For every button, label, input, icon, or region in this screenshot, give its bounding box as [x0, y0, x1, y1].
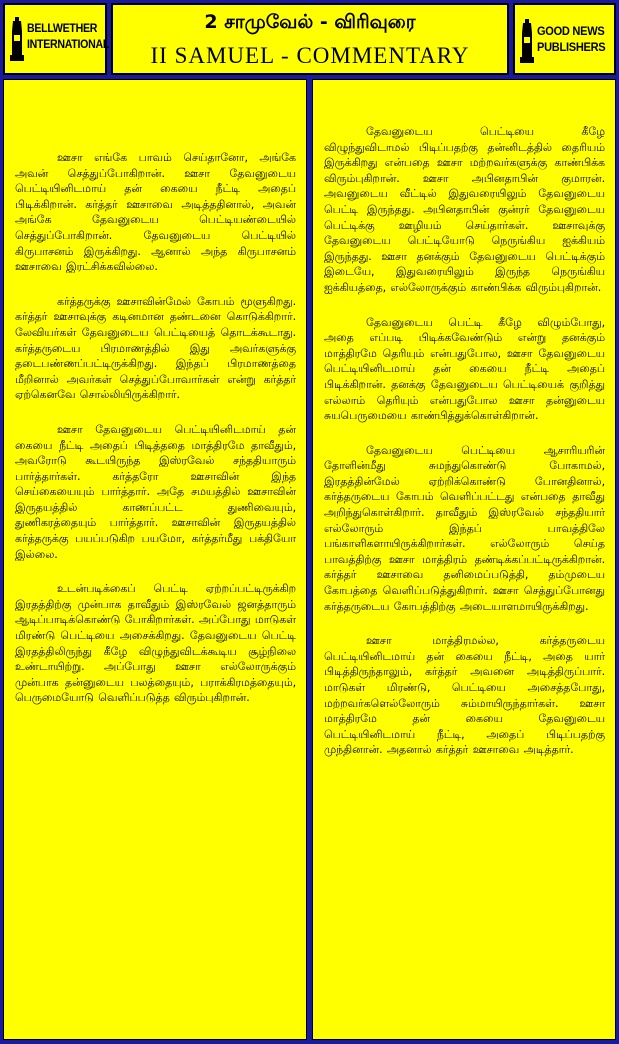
paragraph: தேவனுடைய பெட்டியை கீழே விழுந்துவிடாமல் பிடிப்பதற்கு தன்னிடத்தில் தைரியம் இருக்கிறது என்பதை ஊசா மற்றவர்களுக்கு காண்பிக்க விரும்புகிறான். ஊசா அபினதாபின் குமாரன். அவனுடைய வீட்டில் இதுவரையிலும் தேவனுடைய பெட்டி இருந்தது. அபினதாபின் குன்ரர் தேவனுடைய பெட்டிக்கு ஊழியம் செய்தார்கள். ஊசாவுக்கு தேவனுடைய பெட்டியோடு நெருங்கிய ஐக்கியம் இருந்தது. ஊசா தனக்கும் தேவனுடைய பெட்டிக்கும் இடையே, இதுவரையிலும் இருந்த நெருங்கிய ஐக்கியத்தை, எல்லோருக்கும் காண்பிக்க விரும்புகிறான். — [324, 125, 605, 294]
paragraph: தேவனுடைய பெட்டி கீழே விழும்போது, அதை எப்படி பிடிக்கவேண்டும் என்று தனக்கும் மாத்திரமே தெரியும் என்பதுபோல, ஊசா தேவனுடைய பெட்டியினிடமாய் தன் கையை நீட்டி அதைப் பிடிக்கிறான். தனக்கு தேவனுடைய பெட்டியைக் குறித்து எல்லாம் தெரியும் என்பதுபோல ஊசா தன்னுடைய சுயபெருமையை காண்பித்துக்கொள்கிறான். — [324, 315, 605, 423]
logo-right-text — [537, 23, 605, 55]
paragraph: தேவனுடைய பெட்டியை ஆசாரியரின் தோளின்மீது சுமந்துகொண்டு போகாமல், இரதத்தின்மேல் ஏற்றிக்கொண்டு போனதினால், கர்த்தருடைய கோபம் வெளிப்பட்டது என்பதை தாவீது அறிந்துகொள்கிறார். தாவீதும் இஸ்ரவேல் சந்ததியார் எல்லோரும் இந்தப் பாவத்திலே பங்காளிகளாயிருக்கிறார்கள். எல்லோரும் செய்த பாவத்திற்கு ஊசா மாத்திரம் தண்டிக்கப்பட்டிருக்கிறான். கர்த்தர் ஊசாவை தனிமைப்படுத்தி, தம்முடைய கோபத்தை வெளிப்படுத்துகிறார். ஊசா செத்துப்போனது கர்த்தருடைய கோபத்திற்கு அடையாளமாயிருக்கிறது. — [324, 443, 605, 613]
left-column-text — [15, 150, 296, 725]
paragraph: உடன்படிக்கைப் பெட்டி ஏற்றப்பட்டிருக்கிற இரதத்திற்கு முன்பாக தாவீதும் இஸ்ரவேல் ஜனத்தாரும் ஆடிப்பாடிக்கொண்டு போகிறார்கள். அப்போது மாடுகள் மிரண்டு பெட்டியை அசைக்கிறது. தேவனுடைய பெட்டி இரதத்திலிருந்து கீழே விழுந்துவிடக்கூடிய சூழ்நிலை உண்டாயிற்று. அப்போது ஊசா எல்லோருக்கும் முன்பாக தன்னுடைய பலத்தையும், பராக்கிரமத்தையும், பெருமையோடு வெளிப்படுத்த விரும்புகிறான். — [15, 582, 296, 705]
paragraph: கர்த்தருக்கு ஊசாவின்மேல் கோபம் மூளுகிறது. கர்த்தர் ஊசாவுக்கு கடினமான தண்டனை கொடுக்கிறார். லேவியர்கள் தேவனுடைய பெட்டியைத் தொடக்கூடாது. கர்த்தருடைய பிரமாணத்தில் இது அவர்களுக்கு தடைபண்ணப்பட்டிருக்கிறது. இந்தப் பிரமாணத்தை மீறினால் அவர்கள் செத்துப்போவார்கள் என்று கர்த்தர் ஏற்கெனவே சொல்லியிருக்கிறார். — [15, 294, 296, 402]
publisher-logo-left — [3, 3, 110, 75]
paragraph: ஊசா எங்கே பாவம் செய்தானோ, அங்கே அவன் செத்துப்போகிறான். ஊசா தேவனுடைய பெட்டியினிடமாய் தன் கையை நீட்டி அதைப் பிடிக்கிறான். கர்த்தர் ஊசாவை அடித்ததினால், அவன் அங்கே தேவனுடைய பெட்டியண்டையில் செத்துப்போகிறான். தேவனுடைய பெட்டியில் கிருபாசனம் இருக்கிறது. ஆனால் அந்த கிருபாசனம் ஊசாவை இரட்சிக்கவில்லை. — [15, 151, 296, 274]
publisher-logo-right — [513, 3, 616, 75]
logo-right-line2: PUBLISHERS — [537, 40, 606, 54]
logo-left-line1: BELLWETHER — [27, 23, 98, 35]
right-column — [312, 79, 616, 1040]
logo-right-line1: GOOD NEWS — [537, 24, 605, 38]
title-banner — [111, 3, 509, 75]
logo-left-line2: INTERNATIONAL — [27, 39, 110, 51]
paragraph: ஊசா மாத்திரமல்ல, கர்த்தருடைய பெட்டியினிடமாய் தன் கையை நீட்டி, அதை யார் பிடித்திருந்தாலும், கர்த்தர் அவனை அடித்திருப்பார். மாடுகள் மிரண்டு, பெட்டியை அசைத்தபோது, மற்றவர்களெல்லோரும் சும்மாயிருந்தார்கள். ஊசா மாத்திரமே தன் கையை தேவனுடைய பெட்டியினிடமாய் நீட்டி, அதைப் பிடிப்பதற்கு முந்தினான். அதனால் கர்த்தர் ஊசாவை அடித்தார். — [324, 634, 605, 757]
bell-tower-icon — [9, 17, 25, 61]
logo-left-text — [27, 21, 109, 53]
page-title-english: II SAMUEL - COMMENTARY — [150, 43, 470, 68]
paragraph: ஊசா தேவனுடைய பெட்டியினிடமாய் தன் கையை நீட்டி அதைப் பிடித்ததை மாத்திரமே தாவீதும், அவரோடு கூடயிருந்த இஸ்ரவேல் சந்ததியாரும் பார்த்தார்கள். கர்த்தரோ ஊசாவின் இந்த செய்கையையும் பார்த்தார். அதே சமயத்தில் ஊசாவின் இருதயத்தில் காணப்பட்ட துணிவையும், துணிகரத்தையும் பார்த்தார். ஊசாவின் இருதயத்தில் கர்த்தருக்கு பயப்படுகிற பயமோ, கர்த்தர்மீது பக்தியோ இல்லை. — [15, 422, 296, 561]
right-column-text — [324, 124, 605, 777]
page-title-tamil: 2 சாமுவேல் - விரிவுரை — [204, 11, 416, 33]
left-column — [3, 79, 307, 1040]
bell-tower-icon — [519, 19, 535, 63]
